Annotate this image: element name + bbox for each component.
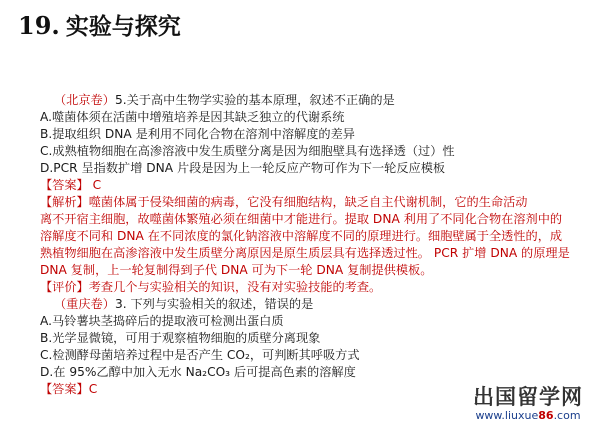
q5-explain-line-2: 离不开宿主细胞，故噬菌体繁殖必须在细菌中才能进行。提取 DNA 利用了不同化合物在溶剂中的 [40, 212, 563, 226]
watermark-name: 出国留学网 [473, 385, 583, 409]
q5-option-c: C.成熟植物细胞在高渗溶液中发生质壁分离是因为细胞壁具有选择透（过）性 [40, 144, 455, 158]
q3-source: （重庆卷） [54, 297, 115, 311]
q5-answer: C [92, 178, 102, 192]
q3-stem-line [40, 296, 580, 313]
q5-stem: 5.关于高中生物学实验的基本原理，叙述不正确的是 [114, 93, 395, 107]
section-heading [18, 8, 181, 42]
q5-explain-text-1: 噬菌体属于侵染细菌的病毒，它没有细胞结构，缺乏自主代谢机制，它的生命活动 [88, 195, 528, 209]
section-title: 实验与探究 [65, 14, 181, 40]
q5-explanation [40, 194, 580, 279]
q5-explain-tag: 【解析】 [40, 195, 89, 209]
q5-source: （北京卷） [54, 93, 115, 107]
q5-answer-tag: 【答案】 [40, 178, 89, 192]
q5-option-d: D.PCR 呈指数扩增 DNA 片段是因为上一轮反应产物可作为下一轮反应模板 [40, 161, 446, 175]
watermark-url [473, 409, 583, 423]
q3-option-a: A.马铃薯块茎捣碎后的提取液可检测出蛋白质 [40, 314, 284, 328]
q5-answer-line [40, 177, 580, 194]
q5-explain-line-3: 溶解度不同和 DNA 在不同浓度的氯化钠溶液中溶解度不同的原理进行。细胞壁属于全透性的，成 [40, 229, 563, 243]
q5-explain-line-5: DNA 复制，上一轮复制得到子代 DNA 可为下一轮 DNA 复制提供模板。 [40, 263, 433, 277]
section-number: 19. [18, 11, 60, 40]
site-watermark-logo [473, 385, 583, 429]
q3-option-d: D.在 95%乙醇中加入无水 Na₂CO₃ 后可提高色素的溶解度 [40, 365, 356, 379]
q5-comment-line [40, 279, 580, 296]
q5-stem-line [40, 92, 580, 109]
watermark-url-suffix: .com [553, 409, 581, 422]
watermark-url-prefix: www.liuxue [475, 409, 539, 422]
q3-option-b: B.光学显微镜，可用于观察植物细胞的质壁分离现象 [40, 331, 321, 345]
q3-answer: C [88, 382, 98, 396]
q5-option-b: B.提取组织 DNA 是利用不同化合物在溶剂中溶解度的差异 [40, 127, 355, 141]
q5-option-a: A.噬菌体须在活菌中增殖培养是因其缺乏独立的代谢系统 [40, 110, 345, 124]
q5-explain-line-4: 熟植物细胞在高渗溶液中发生质壁分离原因是原生质层具有选择透过性。 PCR 扩增 DNA 的原理是 [40, 246, 570, 260]
q3-stem: 3. 下列与实验相关的叙述，错误的是 [114, 297, 314, 311]
watermark-url-number: 86 [538, 409, 554, 422]
question-content [40, 92, 580, 398]
q5-explain-line-1 [40, 194, 580, 211]
q3-answer-tag: 【答案】 [40, 382, 89, 396]
q3-option-c: C.检测酵母菌培养过程中是否产生 CO₂，可判断其呼吸方式 [40, 348, 360, 362]
q5-comment: 考查几个与实验相关的知识，没有对实验技能的考查。 [88, 280, 382, 294]
q5-comment-tag: 【评价】 [40, 280, 89, 294]
